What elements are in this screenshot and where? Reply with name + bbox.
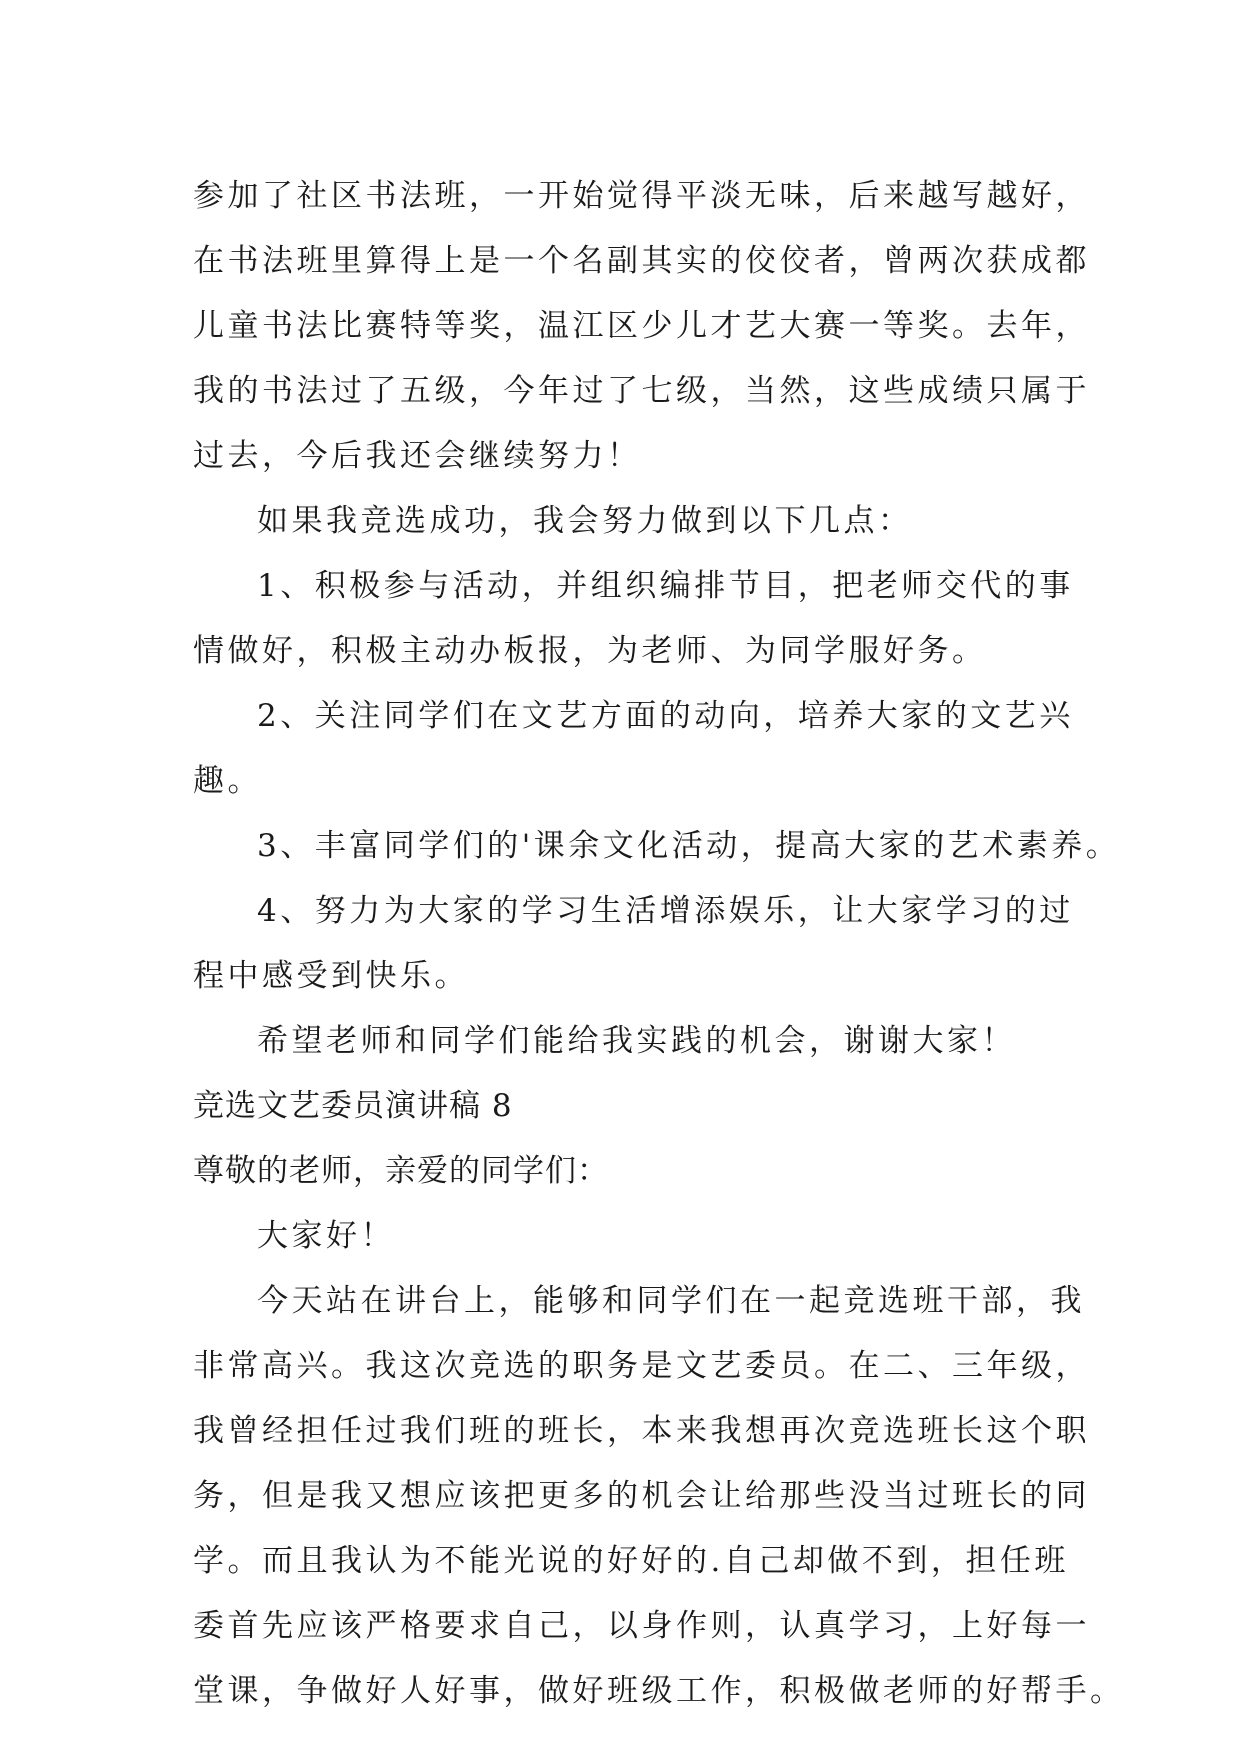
text-line-14: 希望老师和同学们能给我实践的机会，谢谢大家！ bbox=[257, 1023, 1016, 1059]
text-line-20: 我曾经担任过我们班的班长，本来我想再次竞选班长这个职 bbox=[193, 1413, 1090, 1449]
text-line-1: 参加了社区书法班，一开始觉得平淡无味，后来越写越好， bbox=[193, 178, 1090, 214]
text-line-5: 过去，今后我还会继续努力！ bbox=[193, 438, 642, 474]
text-line-2: 在书法班里算得上是一个名副其实的佼佼者，曾两次获成都 bbox=[193, 243, 1090, 279]
text-line-11: 3、丰富同学们的'课余文化活动，提高大家的艺术素养。 bbox=[257, 828, 1121, 864]
text-line-19: 非常高兴。我这次竞选的职务是文艺委员。在二、三年级， bbox=[193, 1348, 1090, 1384]
text-line-6: 如果我竞选成功，我会努力做到以下几点： bbox=[257, 503, 913, 539]
text-line-23: 委首先应该严格要求自己，以身作则，认真学习，上好每一 bbox=[193, 1608, 1090, 1644]
text-line-4: 我的书法过了五级，今年过了七级，当然，这些成绩只属于 bbox=[193, 373, 1090, 409]
document-body bbox=[193, 164, 1125, 1724]
text-line-10: 趣。 bbox=[193, 763, 262, 799]
text-line-13: 程中感受到快乐。 bbox=[193, 958, 469, 994]
text-line-22: 学。而且我认为不能光说的好好的.自己却做不到，担任班 bbox=[193, 1543, 1069, 1579]
text-line-3: 儿童书法比赛特等奖，温江区少儿才艺大赛一等奖。去年， bbox=[193, 308, 1090, 344]
salutation: 尊敬的老师，亲爱的同学们： bbox=[193, 1153, 609, 1189]
text-line-7: 1、积极参与活动，并组织编排节目，把老师交代的事 bbox=[257, 568, 1074, 604]
text-line-9: 2、关注同学们在文艺方面的动向，培养大家的文艺兴 bbox=[257, 698, 1074, 734]
text-line-18: 今天站在讲台上，能够和同学们在一起竞选班干部，我 bbox=[257, 1283, 1085, 1319]
section-heading: 竞选文艺委员演讲稿 8 bbox=[193, 1088, 513, 1124]
text-line-21: 务，但是我又想应该把更多的机会让给那些没当过班长的同 bbox=[193, 1478, 1090, 1514]
greeting: 大家好！ bbox=[257, 1218, 395, 1254]
text-line-8: 情做好，积极主动办板报，为老师、为同学服好务。 bbox=[193, 633, 987, 669]
text-line-24: 堂课，争做好人好事，做好班级工作，积极做老师的好帮手。 bbox=[193, 1673, 1125, 1709]
text-line-12: 4、努力为大家的学习生活增添娱乐，让大家学习的过 bbox=[257, 893, 1074, 929]
